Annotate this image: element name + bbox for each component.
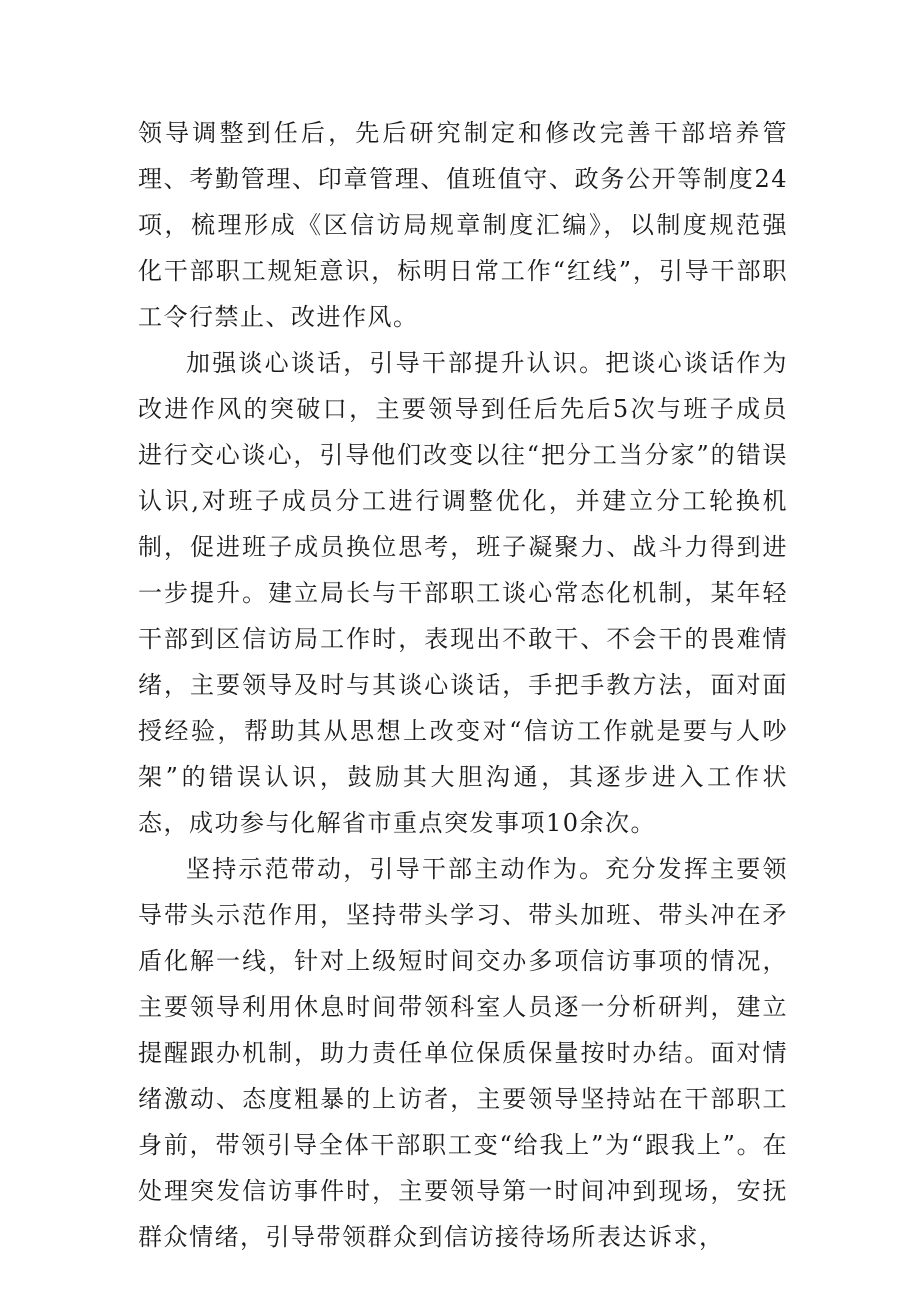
paragraph-leading-by-example: 坚持示范带动，引导干部主动作为。充分发挥主要领导带头示范作用，坚持带头学习、带头加班、带头冲在矛盾化解一线，针对上级短时间交办多项信访事项的情况，主要领导利用休息时间带领科室人员逐一分析研判，建立提醒跟办机制，助力责任单位保质保量按时办结。面对情绪激动、态度粗暴的上访者，主要领导坚持站在干部职工身前，带领引导全体干部职工变“给我上”为“跟我上”。在处理突发信访事件时，主要领导第一时间冲到现场，安抚群众情绪，引导带领群众到信访接待场所表达诉求， <box>138 855 788 1251</box>
paragraph-heart-to-heart-talks: 加强谈心谈话，引导干部提升认识。把谈心谈话作为改进作风的突破口，主要领导到任后先后5次与班子成员进行交心谈心，引导他们改变以往“把分工当分家”的错误认识,对班子成员分工进行调整优化，并建立分工轮换机制，促进班子成员换位思考，班子凝聚力、战斗力得到进一步提升。建立局长与干部职工谈心常态化机制，某年轻干部到区信访局工作时，表现出不敢干、不会干的畏难情绪，主要领导及时与其谈心谈话，手把手教方法，面对面授经验，帮助其从思想上改变对“信访工作就是要与人吵架”的错误认识，鼓励其大胆沟通，其逐步进入工作状态，成功参与化解省市重点突发事项10余次。 <box>138 349 788 837</box>
body-text <box>138 110 788 1260</box>
paragraph-continued: 领导调整到任后，先后研究制定和修改完善干部培养管理、考勤管理、印章管理、值班值守、政务公开等制度24项，梳理形成《区信访局规章制度汇编》，以制度规范强化干部职工规矩意识，标明日常工作“红线”，引导干部职工令行禁止、改进作风。 <box>138 119 788 331</box>
